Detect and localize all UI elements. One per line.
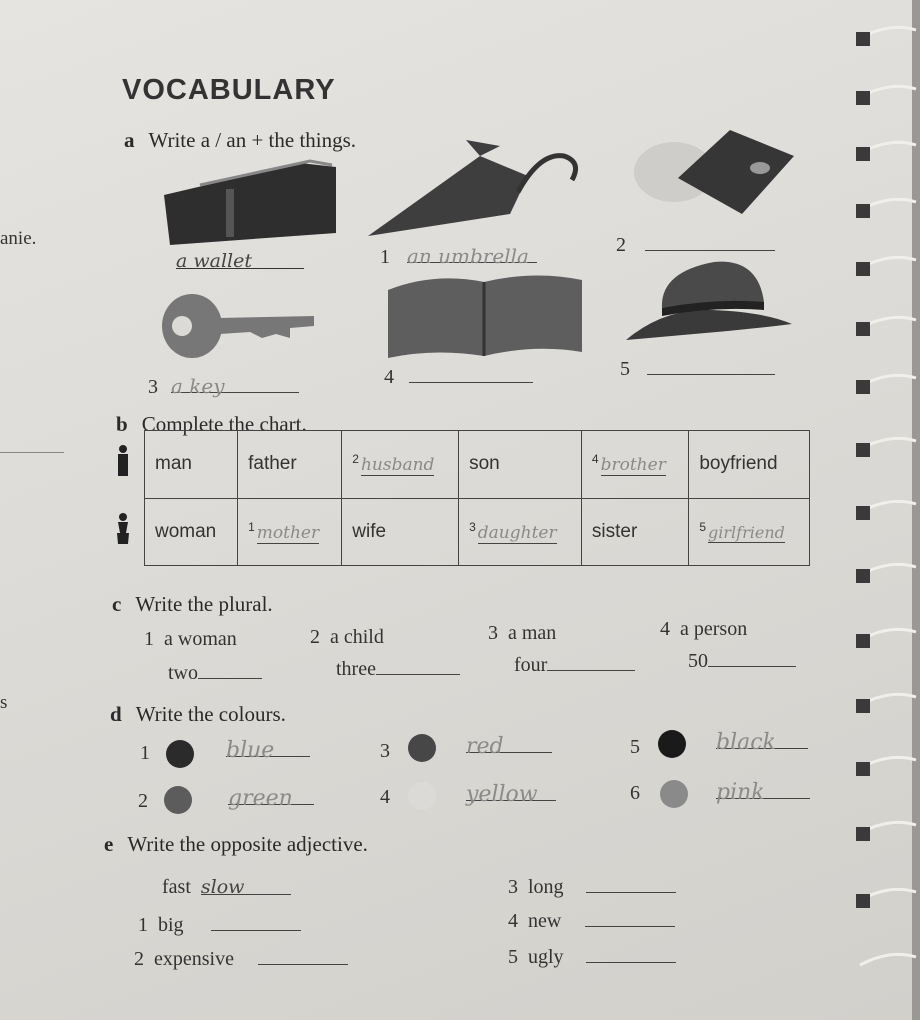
plural-item-2 [310,626,384,649]
item-number: 4 [380,786,390,808]
plural-answer-1 [168,660,262,685]
chart-cell [689,498,810,566]
item-number: 2 [138,790,148,812]
margin-note: anie. [0,228,37,249]
answer-field[interactable] [647,356,775,375]
chart-cell-text: woman [155,520,217,542]
key-icon [160,290,320,362]
answer-field[interactable]: girlfriend [708,522,785,542]
item-number: 2 [134,948,144,970]
exercise-instruction: Write the colours. [135,702,286,726]
answer-field[interactable] [376,656,460,675]
female-icon [110,498,145,566]
answer-field[interactable]: an umbrella [407,244,529,268]
opposite-item-1 [138,912,301,937]
answer-field[interactable]: mother [256,522,320,543]
answer-field[interactable] [211,912,301,931]
item-number: 1 [144,628,154,650]
answer-field[interactable]: pink [716,780,765,805]
item-word: big [158,914,184,936]
answer-field[interactable] [198,660,262,679]
item-number: 6 [630,782,640,804]
answer-field[interactable] [708,648,796,667]
plural-answer-2 [336,656,460,681]
colour-dot-icon [658,730,686,758]
plural-prefix: 50 [688,650,708,672]
chart-cell-text: father [248,453,297,475]
exercise-a-item-4 [384,364,533,389]
exercise-letter: b [116,412,128,436]
answer-field[interactable]: a key [171,374,225,398]
item-word: a child [330,626,384,648]
chart-row-female [110,498,810,566]
item-word: long [528,876,564,898]
item-number: 3 [148,376,158,398]
example-answer: slow [200,876,245,898]
item-word: a man [508,622,557,644]
credit-card-icon [618,126,798,222]
item-number: 1 [140,742,150,764]
plural-answer-3 [514,652,635,677]
item-number: 1 [380,246,390,268]
book-icon [384,268,586,360]
item-number: 3 [380,740,390,762]
item-number: 4 [508,910,518,932]
colour-dot-icon [660,780,688,808]
item-number: 3 [469,519,476,534]
wallet-icon [160,155,340,247]
item-number: 2 [352,452,359,467]
item-number: 4 [384,366,394,388]
item-number: 4 [591,452,599,467]
exercise-letter: c [112,592,122,616]
item-number: 1 [248,519,255,534]
exercise-e-heading [104,832,368,857]
item-number: 2 [310,626,320,648]
chart-cell [689,431,810,499]
item-word: fast [162,876,191,898]
answer-field[interactable]: blue [226,738,275,763]
chart-cell [581,431,688,499]
exercise-a-example [176,250,304,273]
chart-cell [459,431,582,499]
chart-cell [145,498,238,566]
answer-field[interactable] [409,364,533,383]
item-number: 1 [138,914,148,936]
colour-dot-icon [408,734,436,762]
exercise-letter: d [110,702,122,726]
item-word: expensive [154,948,234,970]
item-number: 5 [630,736,640,758]
plural-item-4 [660,618,747,641]
male-icon [110,431,145,499]
margin-note: s [0,692,8,713]
item-number: 3 [508,876,518,898]
opposite-item-4 [508,908,675,933]
answer-field[interactable]: daughter [477,522,557,543]
answer-field[interactable]: brother [600,455,666,476]
chart-cell [145,431,238,499]
plural-prefix: four [514,654,548,676]
exercise-letter: e [104,832,114,856]
item-number: 5 [620,358,630,380]
chart-row-male [110,431,810,499]
item-word: a person [680,618,748,640]
answer-field[interactable]: red [466,734,504,759]
colour-dot-icon [166,740,194,768]
answer-field[interactable]: husband [360,455,435,476]
exercise-letter: a [124,128,135,152]
chart-cell [581,498,688,566]
exercise-a-item-2 [616,232,775,257]
exercise-instruction: Write a / an + the things. [148,128,357,152]
plural-item-1 [144,628,237,651]
item-number: 5 [699,519,707,534]
chart-cell [342,498,459,566]
spiral-rings-icon [850,0,920,1020]
umbrella-icon [360,136,585,248]
section-title: VOCABULARY [122,74,336,106]
opposite-item-2 [134,946,348,971]
item-number: 5 [508,946,518,968]
exercise-instruction: Write the plural. [135,592,273,616]
chart-cell [342,431,459,499]
item-word: a woman [164,628,237,650]
plural-answer-4 [688,648,796,673]
item-word: new [528,910,562,932]
colour-dot-icon [408,782,436,810]
plural-item-3 [488,622,556,645]
margin-line [0,452,64,453]
chart-cell-text: boyfriend [699,453,778,475]
family-chart [110,430,810,566]
plural-prefix: three [336,658,376,680]
answer-field[interactable]: black [716,730,776,755]
item-number: 3 [488,622,498,644]
exercise-a-item-3 [148,374,299,399]
chart-cell-text: sister [591,520,638,542]
answer-field[interactable] [586,944,676,963]
opposite-item-5 [508,944,676,969]
item-word: ugly [528,946,564,968]
answer-field[interactable] [258,946,348,965]
exercise-d-heading [110,702,286,727]
exercise-a-item-5 [620,356,775,381]
exercise-a-heading [124,128,356,153]
answer-field[interactable] [645,232,775,251]
exercise-instruction: Complete the chart. [141,412,307,436]
example-answer: a wallet [176,250,252,272]
spiral-binding [850,0,920,1020]
item-number: 4 [660,618,670,640]
chart-cell-text: man [155,453,192,475]
hat-icon [624,258,794,346]
chart-cell [459,498,582,566]
exercise-a-item-1 [380,244,537,269]
exercise-c-heading [112,592,273,617]
exercise-instruction: Write the opposite adjective. [127,832,368,856]
answer-field[interactable] [585,908,675,927]
chart-cell [238,498,342,566]
answer-field[interactable]: yellow [466,782,538,807]
chart-cell-text: son [469,453,500,475]
answer-field[interactable]: green [228,786,293,811]
opposite-item-3 [508,874,676,899]
item-number: 2 [616,234,626,256]
plural-prefix: two [168,662,198,684]
answer-field[interactable] [547,652,635,671]
chart-cell-text: wife [352,520,387,542]
answer-field[interactable] [586,874,676,893]
colour-dot-icon [164,786,192,814]
chart-cell [238,431,342,499]
opposite-example [162,876,291,899]
